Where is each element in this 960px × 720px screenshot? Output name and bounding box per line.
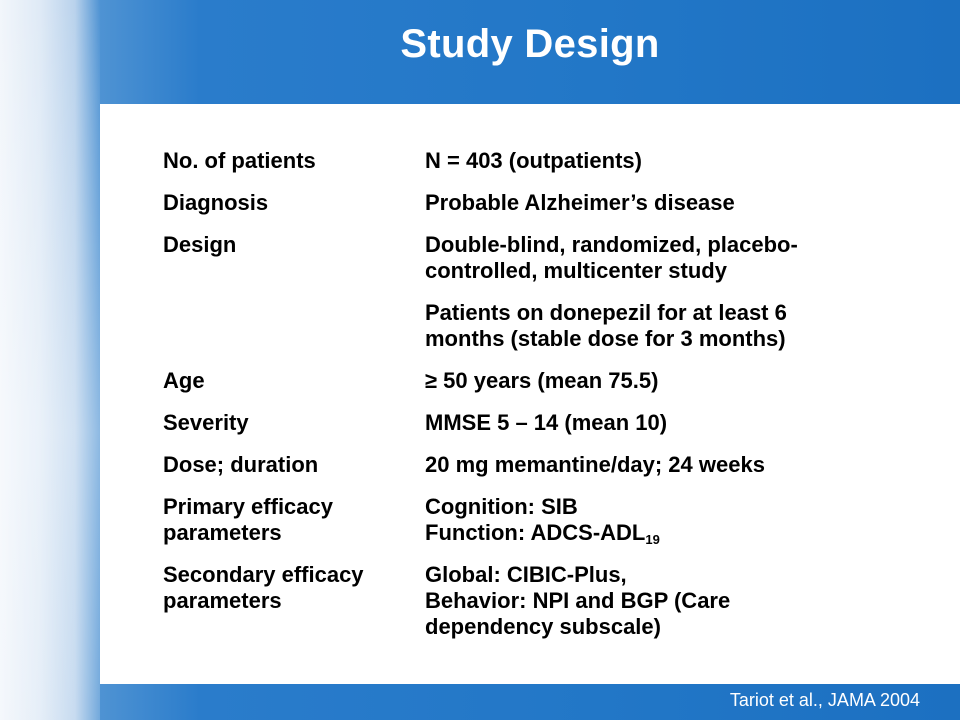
row-value: [425, 494, 943, 546]
row-value-line: [425, 520, 943, 546]
row-value-text: Function: ADCS-ADL: [425, 520, 646, 545]
row-label: Dose; duration: [163, 452, 319, 477]
study-design-table: [163, 148, 943, 656]
row-label: Diagnosis: [163, 190, 269, 215]
row-label-line: parameters: [163, 520, 282, 545]
row-value-line: Cognition: SIB: [425, 494, 578, 519]
row-value-line: controlled, multicenter study: [425, 258, 727, 283]
row-design-continued: [163, 300, 943, 352]
row-value-line: months (stable dose for 3 months): [425, 326, 786, 351]
row-value-line: Patients on donepezil for at least 6: [425, 300, 787, 325]
row-design: [163, 232, 943, 284]
row-label-line: Primary efficacy: [163, 494, 333, 519]
row-value-line: Double-blind, randomized, placebo-: [425, 232, 798, 257]
row-value: [425, 232, 943, 284]
row-dose-duration: [163, 452, 943, 478]
row-age: [163, 368, 943, 394]
row-label: No. of patients: [163, 148, 316, 173]
row-value-subscript: 19: [645, 532, 660, 547]
row-value: MMSE 5 – 14 (mean 10): [425, 410, 668, 435]
row-label-line: Secondary efficacy: [163, 562, 364, 587]
row-value: 20 mg memantine/day; 24 weeks: [425, 452, 765, 477]
row-value: N = 403 (outpatients): [425, 148, 642, 173]
row-label: Design: [163, 232, 237, 257]
row-label: Age: [163, 368, 205, 393]
row-value: [425, 562, 943, 640]
row-diagnosis: [163, 190, 943, 216]
row-value-line: Behavior: NPI and BGP (Care: [425, 588, 731, 613]
background-left-fade: [0, 0, 100, 720]
row-value: ≥ 50 years (mean 75.5): [425, 368, 659, 393]
row-primary-efficacy: [163, 494, 943, 546]
row-severity: [163, 410, 943, 436]
row-value-line: dependency subscale): [425, 614, 661, 639]
row-label-line: parameters: [163, 588, 282, 613]
slide-title: Study Design: [400, 22, 660, 66]
row-no-of-patients: [163, 148, 943, 174]
row-secondary-efficacy: [163, 562, 943, 640]
row-label: Severity: [163, 410, 249, 435]
row-value: Probable Alzheimer’s disease: [425, 190, 735, 215]
row-label: [163, 562, 425, 614]
citation: Tariot et al., JAMA 2004: [729, 690, 920, 710]
row-value: [425, 300, 943, 352]
row-value-line: Global: CIBIC-Plus,: [425, 562, 627, 587]
row-label: [163, 494, 425, 546]
